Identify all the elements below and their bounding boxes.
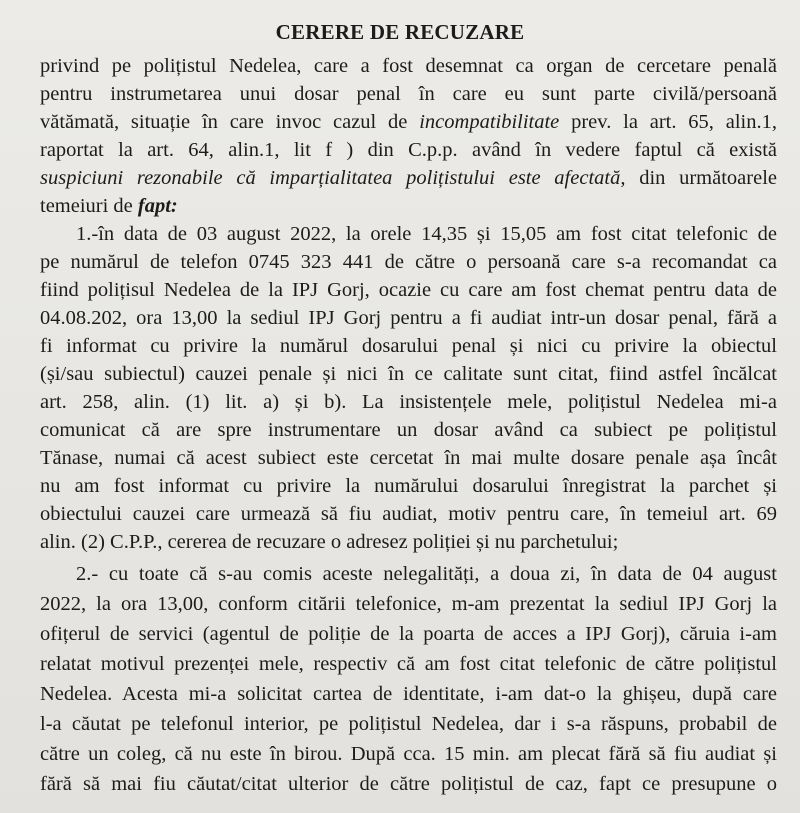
text-line-13: art. 258, alin. (1) lit. a) și b). La insistențele mele, polițistul Nedelea mi-a bbox=[40, 391, 777, 413]
text-line-7: 1.-în data de 03 august 2022, la orele 14,35 și 15,05 am fost citat telefonic de bbox=[76, 223, 777, 245]
text-line-20: 2022, la ora 13,00, conform citării telefonice, m-am prezentat la sediul IPJ Gorj la bbox=[40, 593, 777, 615]
text-line-18: alin. (2) C.P.P., cererea de recuzare o adresez poliției și nu parchetului; bbox=[40, 531, 619, 553]
text-line-2: pentru instrumetarea unui dosar penal în care eu sunt parte civilă/persoană bbox=[40, 83, 777, 105]
text-line-25: către un coleg, că nu este în birou. După cca. 15 min. am plecat fără să fiu audiat și bbox=[40, 743, 777, 765]
text-line-3: vătămată, situație în care invoc cazul de incompatibilitate prev. la art. 65, alin.1, bbox=[40, 111, 777, 133]
document-title: CERERE DE RECUZARE bbox=[275, 20, 525, 44]
text-line-19: 2.- cu toate că s-au comis aceste nelegalități, a doua zi, în data de 04 august bbox=[76, 563, 777, 585]
text-line-9: fiind polițisul Nedelea de la IPJ Gorj, ocazie cu care am fost chemat pentru data de bbox=[40, 279, 777, 301]
text-line-5: suspiciuni rezonabile că imparțialitatea polițistului este afectată, din următoarele bbox=[40, 167, 777, 189]
text-line-6: temeiuri de fapt: bbox=[40, 195, 178, 217]
text-line-21: ofițerul de servici (agentul de poliție de la poarta de acces a IPJ Gorj), căruia i-am bbox=[40, 623, 777, 645]
text-line-15: Tănase, numai că acest subiect este cercetat în mai multe dosare penale așa încât bbox=[40, 447, 777, 469]
text-line-14: comunicat că are spre instrumentare un dosar având ca subiect pe polițistul bbox=[40, 419, 777, 441]
text-line-16: nu am fost informat cu privire la numărului dosarului înregistrat la parchet și bbox=[40, 475, 777, 497]
text-line-22: relatat motivul prezenței mele, respectiv că am fost citat telefonic de către polițistul bbox=[40, 653, 777, 675]
text-line-4: raportat la art. 64, alin.1, lit f ) din C.p.p. având în vedere faptul că există bbox=[40, 139, 777, 161]
text-line-24: l-a căutat pe telefonul interior, pe polițistul Nedelea, dar i s-a răspuns, probabil de bbox=[40, 713, 777, 735]
text-line-17: obiectului cauzei care urmează să fiu audiat, motiv pentru care, în temeiul art. 69 bbox=[40, 503, 777, 525]
text-line-26: fără să mai fiu căutat/citat ulterior de către polițistul de caz, fapt ce presupune o bbox=[40, 773, 777, 795]
text-line-12: (și/sau subiectul) cauzei penale și nici în ce calitate sunt citat, fiind astfel încălcat bbox=[40, 363, 777, 385]
text-line-23: Nedelea. Acesta mi-a solicitat cartea de identitate, i-am dat-o la ghișeu, după care bbox=[40, 683, 777, 705]
text-line-8: pe numărul de telefon 0745 323 441 de către o persoană care s-a recomandat ca bbox=[40, 251, 777, 273]
text-line-11: fi informat cu privire la numărul dosarului penal și nici cu privire la obiectul bbox=[40, 335, 777, 357]
text-line-10: 04.08.202, ora 13,00 la sediul IPJ Gorj pentru a fi audiat intr-un dosar penal, fără a bbox=[40, 307, 777, 329]
text-line-1: privind pe polițistul Nedelea, care a fost desemnat ca organ de cercetare penală bbox=[40, 55, 777, 77]
